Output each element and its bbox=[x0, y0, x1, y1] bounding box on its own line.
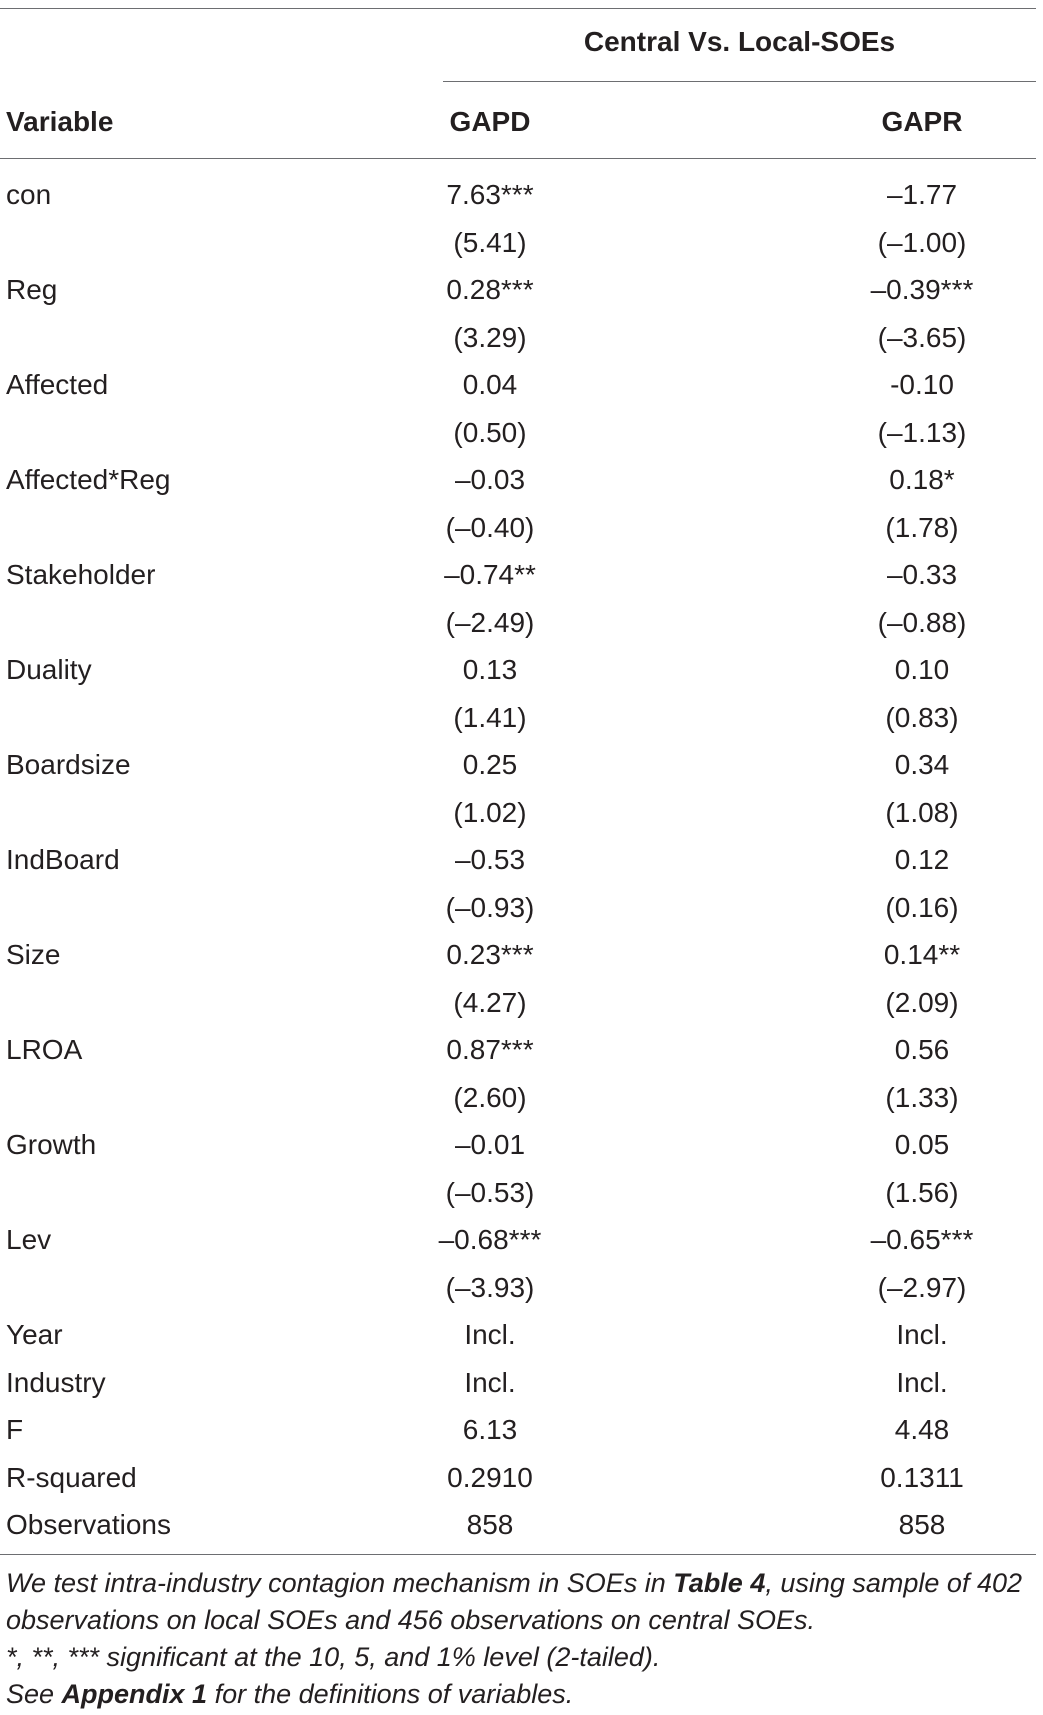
cell-gapr: -0.10 bbox=[890, 369, 954, 400]
table-row bbox=[0, 931, 1036, 979]
footnote-significance: *, **, *** significant at the 10, 5, and 1% level (2-tailed). bbox=[6, 1642, 661, 1672]
cell-gapd: (–3.93) bbox=[445, 1271, 535, 1303]
footnote-appendix bbox=[6, 1676, 1036, 1713]
table-body bbox=[0, 171, 1036, 1549]
cell-gapd: 0.28*** bbox=[446, 274, 534, 305]
table-row bbox=[0, 1359, 1036, 1407]
cell-gapd: 0.13 bbox=[462, 654, 518, 685]
top-rule bbox=[0, 8, 1036, 9]
group-header-rule bbox=[443, 81, 1036, 82]
cell-gapd: (5.41) bbox=[453, 226, 527, 258]
row-variable-label: con bbox=[6, 179, 52, 210]
cell-gapr: 0.05 bbox=[894, 1129, 950, 1160]
column-header-row bbox=[0, 100, 1036, 144]
footnote-text: , using sample of 402 observations on local SOEs and 456 observations on central SOEs. bbox=[6, 1568, 1023, 1635]
table-row bbox=[0, 1026, 1036, 1074]
table-row bbox=[0, 694, 1036, 742]
cell-gapd: (–0.53) bbox=[445, 1176, 535, 1208]
table-row bbox=[0, 1264, 1036, 1312]
cell-gapd: (3.29) bbox=[453, 321, 527, 353]
cell-gapr: 858 bbox=[898, 1509, 946, 1540]
table-row bbox=[0, 1074, 1036, 1122]
row-variable-label: Industry bbox=[6, 1366, 106, 1398]
row-variable-label: Boardsize bbox=[6, 749, 131, 780]
row-variable-label: Growth bbox=[6, 1129, 97, 1160]
row-variable-label: Observations bbox=[6, 1509, 171, 1540]
table-row bbox=[0, 979, 1036, 1027]
cell-gapr: –0.39*** bbox=[870, 274, 974, 305]
cell-gapr: (–3.65) bbox=[877, 321, 967, 353]
table-reference: Table 4 bbox=[673, 1568, 766, 1598]
row-variable-label: Lev bbox=[6, 1224, 52, 1255]
column-header-variable: Variable bbox=[6, 106, 114, 137]
cell-gapd: 7.63*** bbox=[446, 179, 534, 210]
cell-gapd: Incl. bbox=[464, 1319, 516, 1350]
table-row bbox=[0, 456, 1036, 504]
table-row bbox=[0, 599, 1036, 647]
table-row bbox=[0, 266, 1036, 314]
cell-gapd: 0.23*** bbox=[446, 939, 534, 970]
table-row bbox=[0, 884, 1036, 932]
cell-gapr: (–2.97) bbox=[877, 1271, 967, 1303]
footnote-text: See bbox=[6, 1679, 62, 1709]
cell-gapr: 0.14** bbox=[883, 939, 961, 970]
cell-gapr: Incl. bbox=[896, 1366, 948, 1398]
column-header-gapd: GAPD bbox=[449, 106, 531, 137]
cell-gapd: –0.01 bbox=[454, 1129, 526, 1160]
cell-gapr: (2.09) bbox=[885, 986, 959, 1018]
table-row bbox=[0, 646, 1036, 694]
table-row bbox=[0, 789, 1036, 837]
cell-gapr: Incl. bbox=[896, 1319, 948, 1350]
table-row bbox=[0, 314, 1036, 362]
cell-gapr: (1.78) bbox=[885, 511, 959, 543]
cell-gapr: 0.56 bbox=[894, 1034, 950, 1065]
cell-gapr: –1.77 bbox=[886, 179, 958, 210]
appendix-reference: Appendix 1 bbox=[61, 1679, 208, 1709]
header-rule bbox=[0, 158, 1036, 159]
footnote-text: for the definitions of variables. bbox=[207, 1679, 574, 1709]
table-row bbox=[0, 551, 1036, 599]
table-row bbox=[0, 741, 1036, 789]
bottom-rule bbox=[0, 1554, 1036, 1555]
row-variable-label: LROA bbox=[6, 1034, 83, 1065]
cell-gapd: 0.87*** bbox=[446, 1034, 534, 1065]
cell-gapd: (2.60) bbox=[453, 1081, 527, 1113]
row-variable-label: F bbox=[6, 1414, 24, 1445]
table-row bbox=[0, 409, 1036, 457]
row-variable-label: Affected bbox=[6, 369, 109, 400]
table-footnote bbox=[6, 1565, 1036, 1713]
cell-gapd: –0.53 bbox=[454, 844, 526, 875]
cell-gapr: (0.16) bbox=[885, 891, 959, 923]
cell-gapd: (1.02) bbox=[453, 796, 527, 828]
cell-gapd: (–0.40) bbox=[445, 511, 535, 543]
table-row bbox=[0, 1454, 1036, 1502]
table-row bbox=[0, 219, 1036, 267]
cell-gapd: –0.68*** bbox=[438, 1224, 542, 1255]
row-variable-label: Duality bbox=[6, 654, 92, 685]
table-row bbox=[0, 504, 1036, 552]
cell-gapr: 0.1311 bbox=[880, 1461, 964, 1493]
cell-gapd: Incl. bbox=[464, 1366, 516, 1398]
cell-gapd: 6.13 bbox=[462, 1414, 518, 1445]
table-row bbox=[0, 1501, 1036, 1549]
table-row bbox=[0, 1311, 1036, 1359]
cell-gapr: 0.12 bbox=[894, 844, 950, 875]
table-row bbox=[0, 361, 1036, 409]
table-row bbox=[0, 1169, 1036, 1217]
row-variable-label: Stakeholder bbox=[6, 559, 156, 590]
cell-gapd: –0.74** bbox=[444, 559, 536, 590]
cell-gapd: 0.2910 bbox=[447, 1461, 533, 1493]
cell-gapr: (1.08) bbox=[885, 796, 959, 828]
cell-gapd: –0.03 bbox=[454, 464, 526, 495]
column-header-gapr: GAPR bbox=[881, 106, 963, 137]
table-row bbox=[0, 1406, 1036, 1454]
cell-gapd: 0.25 bbox=[462, 749, 518, 780]
row-variable-label: Year bbox=[6, 1319, 63, 1350]
cell-gapr: (1.33) bbox=[885, 1081, 959, 1113]
cell-gapd: (0.50) bbox=[453, 416, 527, 448]
row-variable-label: Size bbox=[6, 939, 61, 970]
row-variable-label: R-squared bbox=[6, 1461, 137, 1493]
cell-gapd: 0.04 bbox=[462, 369, 518, 400]
cell-gapr: –0.33 bbox=[886, 559, 958, 590]
row-variable-label: IndBoard bbox=[6, 844, 120, 875]
cell-gapr: 0.10 bbox=[894, 654, 950, 685]
cell-gapr: (–1.00) bbox=[877, 226, 967, 258]
cell-gapd: (–2.49) bbox=[445, 606, 535, 638]
cell-gapr: 4.48 bbox=[894, 1414, 950, 1445]
table-row bbox=[0, 836, 1036, 884]
cell-gapd: (–0.93) bbox=[445, 891, 535, 923]
cell-gapr: (–0.88) bbox=[877, 606, 967, 638]
cell-gapr: (1.56) bbox=[885, 1176, 959, 1208]
cell-gapr: 0.34 bbox=[894, 749, 950, 780]
table-row bbox=[0, 171, 1036, 219]
footnote-sample bbox=[6, 1565, 1036, 1639]
cell-gapr: 0.18* bbox=[889, 464, 955, 495]
cell-gapd: 858 bbox=[466, 1509, 514, 1540]
cell-gapr: –0.65*** bbox=[870, 1224, 974, 1255]
table-row bbox=[0, 1216, 1036, 1264]
cell-gapd: (4.27) bbox=[453, 986, 527, 1018]
table-row bbox=[0, 1121, 1036, 1169]
cell-gapd: (1.41) bbox=[453, 701, 527, 733]
row-variable-label: Reg bbox=[6, 274, 58, 305]
cell-gapr: (0.83) bbox=[885, 701, 959, 733]
group-header: Central Vs. Local-SOEs bbox=[583, 26, 896, 57]
cell-gapr: (–1.13) bbox=[877, 416, 967, 448]
footnote-text: We test intra-industry contagion mechanism in SOEs in bbox=[6, 1568, 674, 1598]
row-variable-label: Affected*Reg bbox=[6, 464, 171, 495]
